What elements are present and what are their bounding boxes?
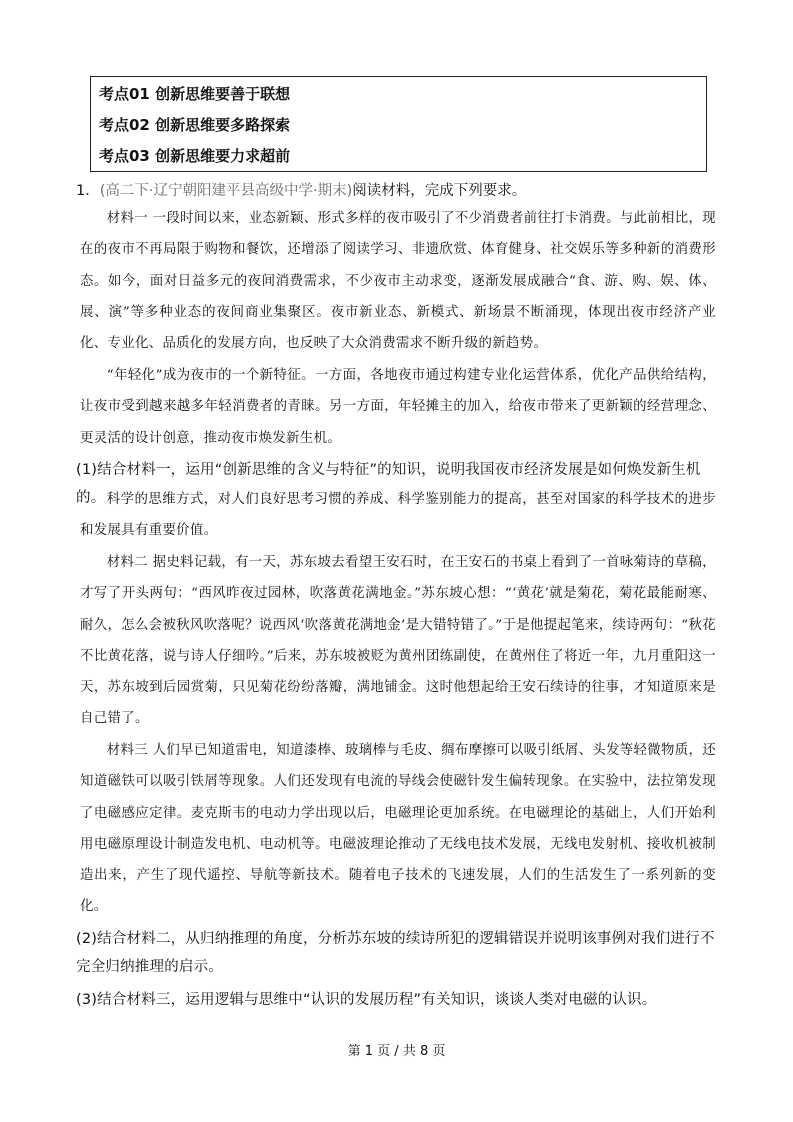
material-2-paragraph: 材料二 据史料记载，有一天，苏东坡去看望王安石时，在王安石的书桌上看到了一首咏菊诗的草稿，才写了开头两句：“西风昨夜过园林，吹落黄花满地金。”苏东坡心想：“‘黄花’就是菊花，菊花最能耐寒、耐久，怎么会被秋风吹落呢？说西风‘吹落黄花满地金’是大错特错了。”于是他提起笔来，续诗两句：“秋花不比黄花落，说与诗人仔细吟。”后来，苏东坡被贬为黄州团练副使，在黄州住了将近一年，九月重阳这一天，苏东坡到后园赏菊，只见菊花纷纷落瓣，满地铺金。这时他想起给王安石续诗的往事，才知道原来是自己错了。: [80, 555, 716, 727]
kaodian-item-3: 考点03 创新思维要力求超前: [99, 147, 291, 165]
material-1-paragraph-2: “年轻化”成为夜市的一个新特征。一方面，各地夜市通过构建专业化运营体系，优化产品供给结构，让夜市受到越来越多年轻消费者的青睐。另一方面，年轻摊主的加入，给夜市带来了更新颖的经营理念、更灵活的设计创意，推动夜市焕发新生机。: [80, 368, 716, 446]
material-1-paragraph-1: 材料一 一段时间以来，业态新颖、形式多样的夜市吸引了不少消费者前往打卡消费。与此前相比，现在的夜市不再局限于购物和餐饮，还增添了阅读学习、非遗欣赏、体育健身、社交娱乐等多种新的消费形态。如今，面对日益多元的夜间消费需求，不少夜市主动求变，逐渐发展成融合“食、游、购、娱、体、展、演”等多种业态的夜间商业集聚区。夜市新业态、新模式、新场景不断涌现，体现出夜市经济产业化、专业化、品质化的发展方向，也反映了大众消费需求不断升级的新趋势。: [80, 211, 716, 352]
material-3-paragraph: 材料三 人们早已知道雷电，知道漆棒、玻璃棒与毛皮、绸布摩擦可以吸引纸屑、头发等轻微物质，还知道磁铁可以吸引铁屑等现象。人们还发现有电流的导线会使磁针发生偏转现象。在实验中，法拉第发现了电磁感应定律。麦克斯韦的电动力学出现以后，电磁理论更加系统。在电磁理论的基础上，人们开始利用电磁原理设计制造发电机、电动机等。电磁波理论推动了无线电技术发展，无线电发射机、接收机被制造出来，产生了现代遥控、导航等新技术。随着电子技术的飞速发展，人们的生活发生了一系列新的变化。: [80, 743, 716, 915]
sub-question-1: (1)结合材料一，运用“创新思维的含义与特征”的知识，说明我国夜市经济发展是如何焕发新生机的。: [76, 462, 701, 506]
sub-question-3: (3)结合材料三，运用逻辑与思维中“认识的发展历程”有关知识，谈谈人类对电磁的认识。: [76, 992, 657, 1008]
sub-question-2: (2)结合材料二，从归纳推理的角度，分析苏东坡的续诗所犯的逻辑错误并说明该事例对我们进行不完全归纳推理的启示。: [76, 931, 715, 975]
science-thinking-paragraph: 科学的思维方式，对人们良好思考习惯的养成、科学鉴别能力的提高，甚至对国家的科学技术的进步和发展具有重要价值。: [80, 492, 716, 539]
kaodian-item-1: 考点01 创新思维要善于联想: [99, 85, 291, 103]
question-number: 1．: [76, 183, 100, 199]
kaodian-box: [90, 76, 707, 172]
question-instruction: 阅读材料，完成下列要求。: [352, 183, 527, 199]
page-footer: 第 1 页 / 共 8 页: [347, 1044, 446, 1059]
question-heading: [76, 179, 526, 200]
question-source: (高二下·辽宁朝阳建平县高级中学·期末): [99, 183, 353, 199]
kaodian-item-2: 考点02 创新思维要多路探索: [99, 116, 291, 134]
